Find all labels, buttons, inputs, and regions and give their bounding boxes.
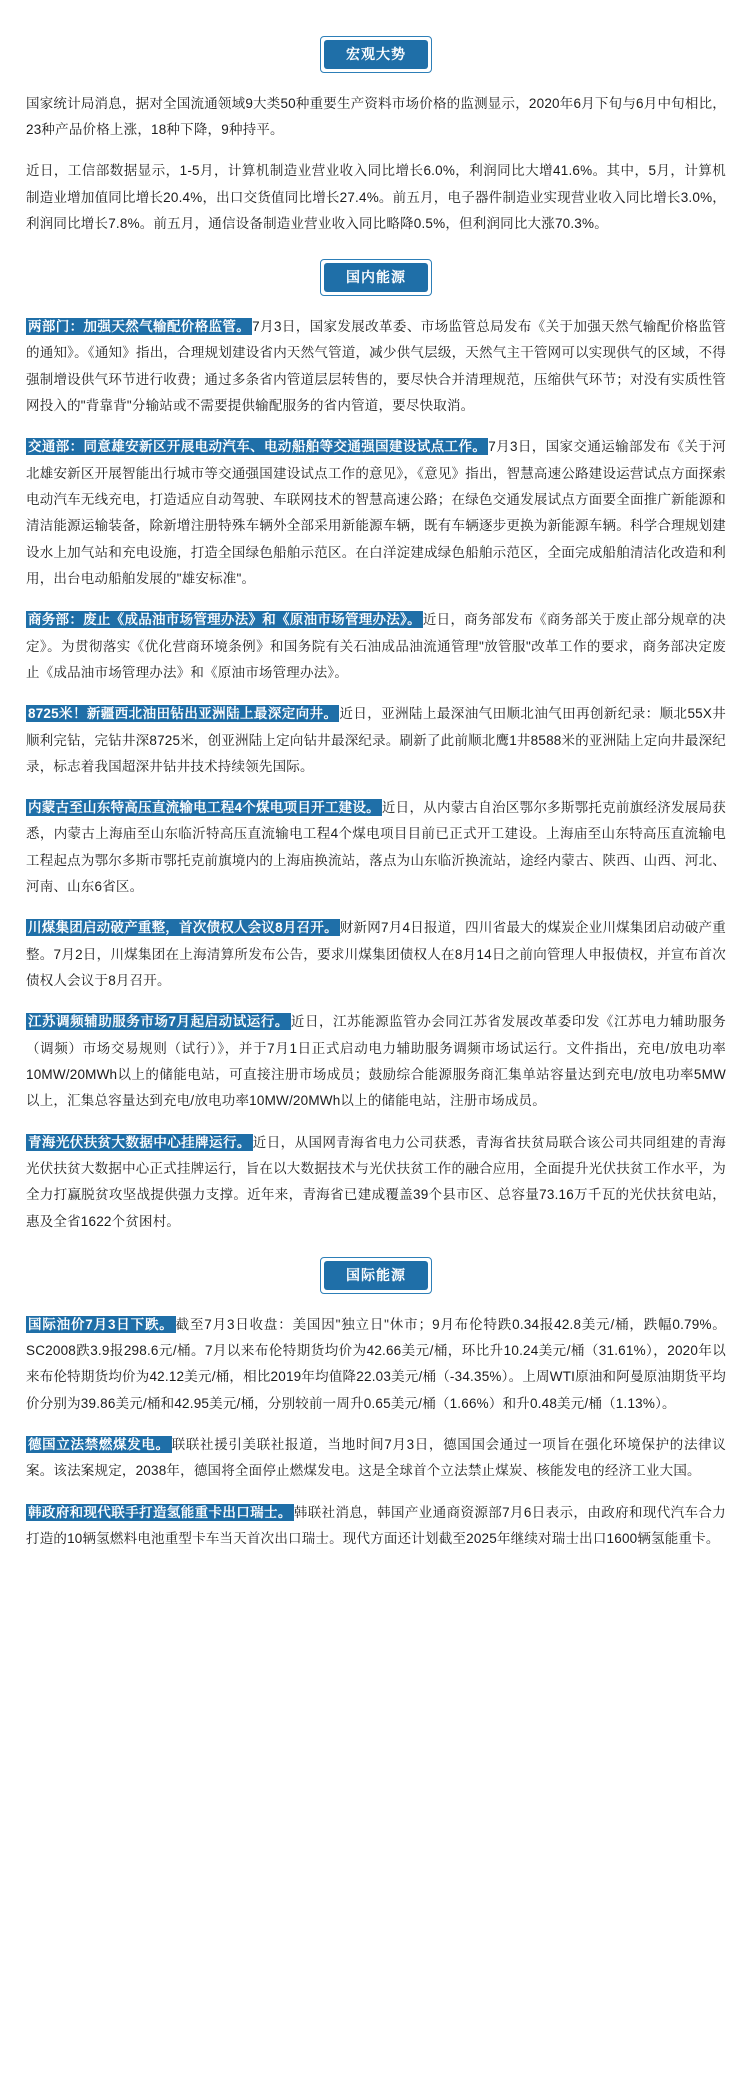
paragraph-text: 联联社援引美联社报道，当地时间7月3日，德国国会通过一项旨在强化环境保护的法律议案。该法案规定，2038年，德国将全面停止燃煤发电。这是全球首个立法禁止煤炭、核能发电的经济工业大国。 (26, 1436, 727, 1479)
section-title-macro: 宏观大势 (324, 40, 428, 69)
section-domestic-energy (0, 259, 752, 1234)
paragraph-highlight: 韩政府和现代联手打造氢能重卡出口瑞士。 (28, 1504, 292, 1520)
paragraph-highlight: 国际油价7月3日下跌。 (28, 1316, 174, 1332)
paragraph-text: 韩联社消息，韩国产业通商资源部7月6日表示，由政府和现代汽车合力打造的10辆氢燃料电池重型卡车当天首次出口瑞士。现代方面还计划截至2025年继续对瑞士出口1600辆氢能重卡。 (26, 1504, 726, 1546)
paragraph (26, 701, 726, 780)
paragraph-text: 财新网7月4日报道，四川省最大的煤炭企业川煤集团启动破产重整。7月2日，川煤集团在上海清算所发布公告，要求川煤集团债权人在8月14日之前向管理人申报债权，并宣布首次债权人会议于8月召开。 (26, 920, 726, 989)
section-header-domestic (0, 259, 752, 296)
paragraph (26, 915, 726, 994)
paragraph (26, 434, 726, 592)
paragraph (26, 1312, 726, 1417)
paragraph-text: 国家统计局消息，据对全国流通领域9大类50种重要生产资料市场价格的监测显示，2020年6月下旬与6月中旬相比，23种产品价格上涨，18种下降，9种持平。 (26, 95, 726, 138)
section-body-macro (0, 91, 752, 238)
paragraph-text: 近日，亚洲陆上最深油气田顺北油气田再创新纪录：顺北55X井顺利完钻，完钻井深8725米，创亚洲陆上定向钻井最深纪录。刷新了此前顺北鹰1井8588米的亚洲陆上定向井最深纪录，标志着我国超深井钻井技术持续领先国际。 (26, 706, 726, 774)
section-title-international: 国际能源 (324, 1261, 428, 1290)
paragraph (26, 314, 726, 419)
paragraph (26, 795, 726, 900)
paragraph-text: 近日，从国网青海省电力公司获悉，青海省扶贫局联合该公司共同组建的青海光伏扶贫大数据中心正式挂牌运行，旨在以大数据技术与光伏扶贫工作的融合应用，全面提升光伏扶贫工作水平，为全力打赢脱贫攻坚战提供强力支撑。近年来，青海省已建成覆盖39个县市区、总容量73.16万千瓦的光伏扶贫电站，惠及全省1622个贫困村。 (26, 1134, 726, 1229)
paragraph (26, 1500, 726, 1553)
paragraph-highlight: 德国立法禁燃煤发电。 (28, 1436, 170, 1452)
section-body-domestic (0, 314, 752, 1235)
paragraph (26, 1009, 726, 1114)
paragraph-highlight: 交通部：同意雄安新区开展电动汽车、电动船舶等交通强国建设试点工作。 (28, 439, 487, 455)
section-title-badge-wrap (320, 36, 432, 73)
paragraph-text: 7月3日，国家交通运输部发布《关于河北雄安新区开展智能出行城市等交通强国建设试点工作的意见》，《意见》指出，智慧高速公路建设运营试点方面探索电动汽车无线充电，打造适应自动驾驶、车联网技术的智慧高速公路；在绿色交通发展试点方面要全面推广新能源和清洁能源运输装备，除新增注册特殊车辆外全部采用新能源车辆，既有车辆逐步更换为新能源车辆。科学合理规划建设水上加气站和充电设施，打造全国绿色船舶示范区。在白洋淀建成绿色船舶示范区，全面完成船舶清洁化改造和利用，出台电动船舶发展的"雄安标准"。 (26, 439, 726, 586)
paragraph-text: 截至7月3日收盘：美国因"独立日"休市；9月布伦特跌0.34报42.8美元/桶，跌幅0.79%。SC2008跌3.9报298.6元/桶。7月以来布伦特期货均价为42.66美元/桶，环比升10.24美元/桶（31.61%），2020年以来布伦特期货均价为42.12美元/桶，相比2019年均值降22.03美元/桶（-34.35%）。上周WTI原油和阿曼原油期货平均价分别为39.86美元/桶和42.95美元/桶，分别较前一周升0.65美元/桶（1.66%）和升0.48美元/桶（1.13%）。 (26, 1316, 726, 1411)
section-title-badge-wrap (320, 1257, 432, 1294)
section-body-international (0, 1312, 752, 1553)
section-header-macro (0, 36, 752, 73)
paragraph-highlight: 商务部：废止《成品油市场管理办法》和《原油市场管理办法》。 (28, 612, 421, 628)
section-macro-trends (0, 36, 752, 237)
section-international-energy (0, 1257, 752, 1552)
paragraph-highlight: 江苏调频辅助服务市场7月起启动试运行。 (28, 1014, 289, 1030)
paragraph-text: 近日，商务部发布《商务部关于废止部分规章的决定》。为贯彻落实《优化营商环境条例》和国务院有关石油成品油流通管理"放管服"改革工作的要求，商务部决定废止《成品油市场管理办法》和《原油市场管理办法》。 (26, 612, 726, 680)
paragraph-highlight: 两部门：加强天然气输配价格监管。 (28, 319, 251, 335)
section-title-domestic: 国内能源 (324, 263, 428, 292)
paragraph-text: 近日，从内蒙古自治区鄂尔多斯鄂托克前旗经济发展局获悉，内蒙古上海庙至山东临沂特高压直流输电工程4个煤电项目目前已正式开工建设。上海庙至山东特高压直流输电工程起点为鄂尔多斯市鄂托克前旗境内的上海庙换流站，落点为山东临沂换流站，途经内蒙古、陕西、山西、河北、河南、山东6省区。 (26, 800, 726, 895)
section-header-international (0, 1257, 752, 1294)
paragraph (26, 1130, 726, 1235)
paragraph (26, 158, 726, 237)
paragraph-text: 近日，江苏能源监管办会同江苏省发展改革委印发《江苏电力辅助服务（调频）市场交易规则（试行）》，并于7月1日正式启动电力辅助服务调频市场试运行。文件指出，充电/放电功率10MW/20MWh以上的储能电站，可直接注册市场成员；鼓励综合能源服务商汇集单站容量达到充电/放电功率5MW以上，汇集总容量达到充电/放电功率10MW/20MWh以上的储能电站，注册市场成员。 (26, 1014, 727, 1109)
paragraph (26, 91, 726, 144)
paragraph-highlight: 8725米！新疆西北油田钻出亚洲陆上最深定向井。 (28, 706, 338, 722)
paragraph-text: 近日，工信部数据显示，1-5月，计算机制造业营业收入同比增长6.0%，利润同比大增41.6%。其中，5月，计算机制造业增加值同比增长20.4%，出口交货值同比增长27.4%。前五月，电子器件制造业实现营业收入同比增长3.0%，利润同比增长7.8%。前五月，通信设备制造业营业收入同比略降0.5%，但利润同比大涨70.3%。 (26, 163, 726, 232)
paragraph-text: 7月3日，国家发展改革委、市场监管总局发布《关于加强天然气输配价格监管的通知》。《通知》指出，合理规划建设省内天然气管道，减少供气层级，天然气主干管网可以实现供气的区域，不得强制增设供气环节进行收费；通过多条省内管道层层转售的，要尽快合并清理规范，压缩供气环节；对没有实质性管网投入的"背靠背"分输站或不需要提供输配服务的省内管道，要尽快取消。 (26, 319, 726, 414)
paragraph-highlight: 内蒙古至山东特高压直流输电工程4个煤电项目开工建设。 (28, 800, 380, 816)
paragraph (26, 1432, 726, 1485)
section-title-badge-wrap (320, 259, 432, 296)
paragraph-highlight: 青海光伏扶贫大数据中心挂牌运行。 (28, 1134, 251, 1150)
paragraph (26, 607, 726, 686)
paragraph-highlight: 川煤集团启动破产重整，首次债权人会议8月召开。 (28, 920, 338, 936)
